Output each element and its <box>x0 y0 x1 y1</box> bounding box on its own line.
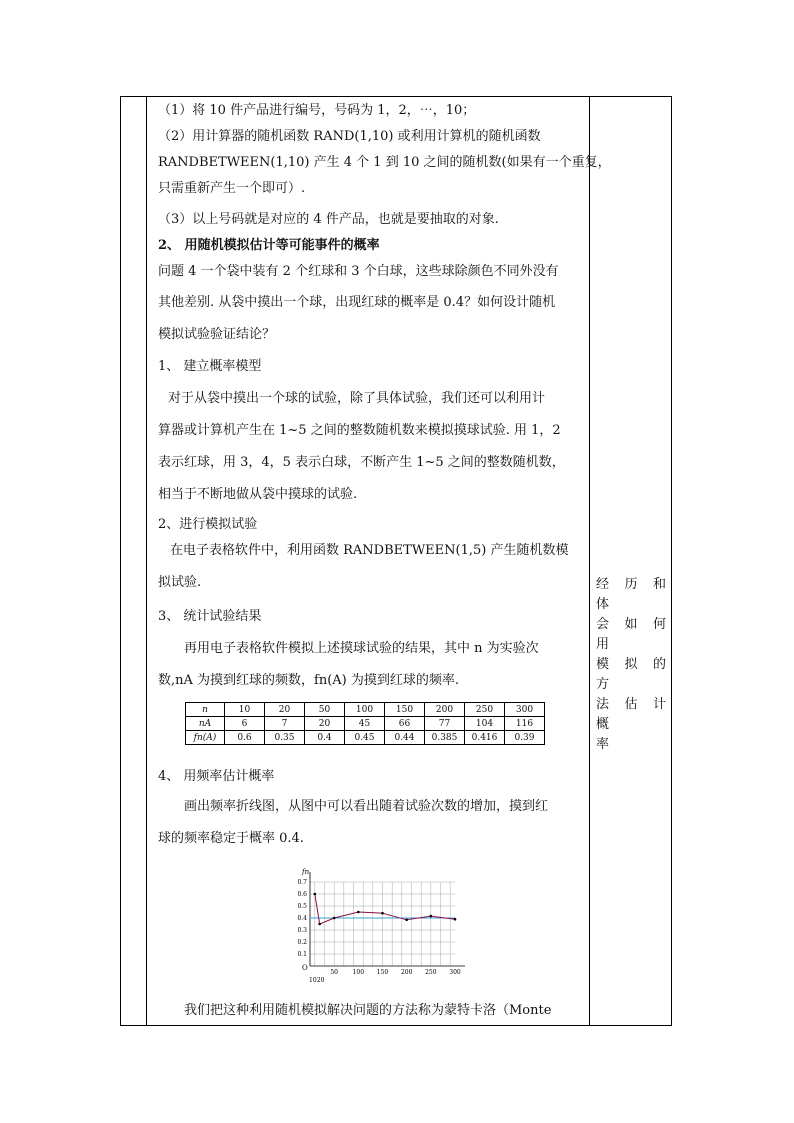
frequency-line-chart <box>290 868 480 986</box>
row-header: fn(A) <box>186 731 225 745</box>
data-point <box>381 912 384 915</box>
step-heading: 2、进行模拟试验 <box>158 517 258 532</box>
y-tick-label: 0.4 <box>297 915 307 922</box>
side-note-line: 模 拟 的 方 <box>596 657 668 692</box>
data-point <box>314 893 317 896</box>
table-cell: 0.385 <box>425 731 465 745</box>
x-tick-label: 10 <box>309 977 317 984</box>
table-row <box>186 731 545 745</box>
x-tick-label: 200 <box>400 969 413 976</box>
side-note-line: 经 历 和 体 <box>596 577 668 612</box>
data-point <box>405 919 408 922</box>
data-point <box>333 917 336 920</box>
text-line: （3）以上号码就是对应的 4 件产品，也就是要抽取的对象. <box>158 212 499 227</box>
origin-label: O <box>302 964 308 972</box>
table-cell: 0.6 <box>225 731 265 745</box>
side-note <box>596 575 668 755</box>
table-cell: 150 <box>385 703 425 717</box>
text-line: 算器或计算机产生在 1~5 之间的整数随机数来模拟摸球试验. 用 1，2 <box>158 423 561 438</box>
y-tick-label: 0.7 <box>297 879 307 886</box>
table-cell: 77 <box>425 717 465 731</box>
table-cell: 7 <box>265 717 305 731</box>
table-cell: 0.44 <box>385 731 425 745</box>
row-header: n <box>186 703 225 717</box>
x-tick-label: 150 <box>376 969 389 976</box>
x-tick-label: 250 <box>425 969 437 976</box>
data-point <box>454 918 457 921</box>
table-cell: 104 <box>465 717 505 731</box>
series-line <box>315 894 455 924</box>
text-line: 对于从袋中摸出一个球的试验，除了具体试验，我们还可以利用计 <box>168 391 546 406</box>
x-tick-label: 100 <box>352 969 365 976</box>
step-heading: 3、 统计试验结果 <box>158 609 262 624</box>
text-line: 只需重新产生一个即可）. <box>158 181 306 196</box>
table-cell: 0.416 <box>465 731 505 745</box>
table-cell: 6 <box>225 717 265 731</box>
x-tick-label: 300 <box>449 969 461 976</box>
table-cell: 66 <box>385 717 425 731</box>
notes-column <box>590 97 673 1025</box>
frequency-table <box>185 702 545 745</box>
y-tick-label: 0.5 <box>297 903 307 910</box>
data-point <box>318 923 321 926</box>
y-tick-label: 0.3 <box>297 927 307 934</box>
table-cell: 0.35 <box>265 731 305 745</box>
text-line: 问题 4 一个袋中装有 2 个红球和 3 个白球，这些球除颜色不同外没有 <box>158 264 559 279</box>
text-line: 拟试验. <box>158 575 202 590</box>
data-point <box>430 915 433 918</box>
y-tick-label: 0.1 <box>297 951 307 958</box>
table-cell: 10 <box>225 703 265 717</box>
text-line: 再用电子表格软件模拟上述摸球试验的结果，其中 n 为实验次 <box>184 641 539 656</box>
text-line: 在电子表格软件中，利用函数 RANDBETWEEN(1,5) 产生随机数模 <box>170 543 569 558</box>
text-line: （1）将 10 件产品进行编号，号码为 1，2，⋯，10； <box>158 103 476 118</box>
table-row <box>186 717 545 731</box>
text-line: 数,nA 为摸到红球的频数，fn(A) 为摸到红球的频率. <box>158 673 460 688</box>
step-heading: 4、 用频率估计概率 <box>158 769 275 784</box>
table-cell: 100 <box>345 703 385 717</box>
section-heading: 2、 用随机模拟估计等可能事件的概率 <box>158 238 380 253</box>
table-cell: 20 <box>305 717 345 731</box>
text-line: 相当于不断地做从袋中摸球的试验. <box>158 487 358 502</box>
text-line: 表示红球，用 3，4，5 表示白球，不断产生 1~5 之间的整数随机数， <box>158 455 565 470</box>
table-cell: 300 <box>505 703 545 717</box>
x-tick-label: 20 <box>316 977 325 984</box>
text-line: （2）用计算器的随机函数 RAND(1,10) 或利用计算机的随机函数 <box>158 129 541 144</box>
text-line: 我们把这种利用随机模拟解决问题的方法称为蒙特卡洛（Monte <box>184 1003 552 1018</box>
side-note-line: 法 估 计 概 <box>596 697 668 732</box>
side-note-line: 率 <box>596 737 612 752</box>
table-cell: 0.39 <box>505 731 545 745</box>
text-line: 其他差别. 从袋中摸出一个球，出现红球的概率是 0.4？如何设计随机 <box>158 295 556 310</box>
text-line: 画出频率折线图，从图中可以看出随着试验次数的增加，摸到红 <box>184 799 549 814</box>
x-tick-label: 50 <box>330 969 338 976</box>
y-axis-label: fn <box>302 868 310 876</box>
table-row <box>186 703 545 717</box>
y-tick-label: 0.6 <box>297 891 307 898</box>
table-cell: 0.45 <box>345 731 385 745</box>
table-cell: 116 <box>505 717 545 731</box>
table-cell: 250 <box>465 703 505 717</box>
left-column <box>121 97 147 1025</box>
y-tick-label: 0.2 <box>297 939 307 946</box>
text-line: RANDBETWEEN(1,10) 产生 4 个 1 到 10 之间的随机数(如果有一个重复， <box>158 155 611 170</box>
row-header: nA <box>186 717 225 731</box>
table-cell: 0.4 <box>305 731 345 745</box>
step-heading: 1、 建立概率模型 <box>158 359 262 374</box>
text-line: 球的频率稳定于概率 0.4. <box>158 831 304 846</box>
side-note-line: 会 如 何 用 <box>596 617 668 652</box>
table-cell: 20 <box>265 703 305 717</box>
table-cell: 200 <box>425 703 465 717</box>
table-cell: 50 <box>305 703 345 717</box>
table-cell: 45 <box>345 717 385 731</box>
data-point <box>357 911 360 914</box>
text-line: 模拟试验验证结论？ <box>158 327 276 342</box>
